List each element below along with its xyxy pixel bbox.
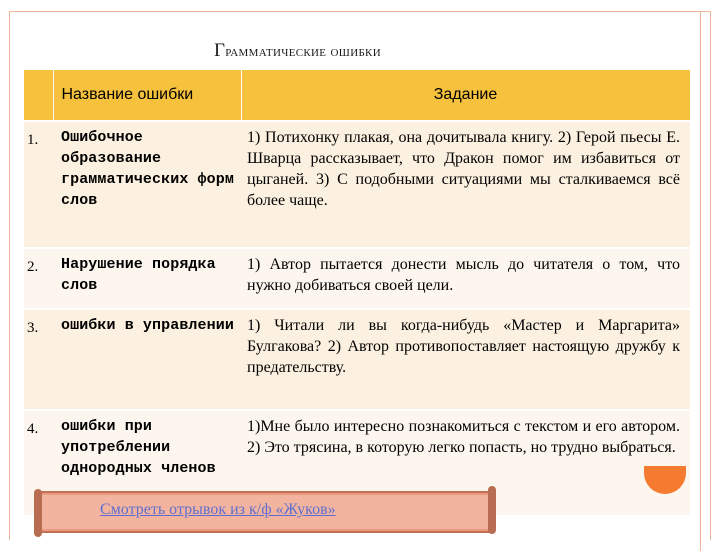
header-name: Название ошибки <box>53 70 241 121</box>
scroll-curl-right <box>488 486 496 534</box>
table-row <box>24 309 690 410</box>
error-task <box>241 309 690 410</box>
row-number: 3. <box>24 309 53 410</box>
table-row <box>24 248 690 309</box>
errors-table <box>24 70 691 515</box>
task-text: 1)Мне было интересно познакомиться с текстом и его автором. 2) Это трясина, в которую легко попасть, но трудно выбраться. <box>247 418 680 456</box>
table-header-row <box>24 70 690 121</box>
scroll-curl-left <box>34 489 42 537</box>
header-task: Задание <box>241 70 690 121</box>
row-number: 4. <box>24 410 53 515</box>
error-name: ошибки при употреблении однородных членов <box>53 410 241 515</box>
error-name: Нарушение порядка слов <box>53 248 241 309</box>
error-name: ошибки в управлении <box>53 309 241 410</box>
row-number: 2. <box>24 248 53 309</box>
watch-clip-link[interactable]: Смотреть отрывок из к/ф «Жуков» <box>100 501 336 518</box>
table-row <box>24 121 690 248</box>
task-text: 1) Автор пытается донести мысль до читателя о том, что нужно добиваться своей цели. <box>247 256 680 294</box>
task-text: 1) Читали ли вы когда-нибудь «Мастер и Маргарита» Булгакова? 2) Автор противопоставляет настоящую дружбу к предательству. <box>247 317 680 376</box>
row-number: 1. <box>24 121 53 248</box>
error-task <box>241 248 690 309</box>
error-task <box>241 121 690 248</box>
error-name: Ошибочное образование грамматических форм слов <box>53 121 241 248</box>
header-num-cell <box>24 70 53 121</box>
task-text: 1) Потихонку плакая, она дочитывала книгу. 2) Герой пьесы Е. Шварца рассказывает, что Дракон помог им избавиться от цыганей. 3) С подобными ситуациями мы сталкиваемся всё более чаще. <box>247 129 680 209</box>
page-title: Грамматические ошибки <box>214 40 381 61</box>
slide-frame-edge <box>700 11 701 551</box>
